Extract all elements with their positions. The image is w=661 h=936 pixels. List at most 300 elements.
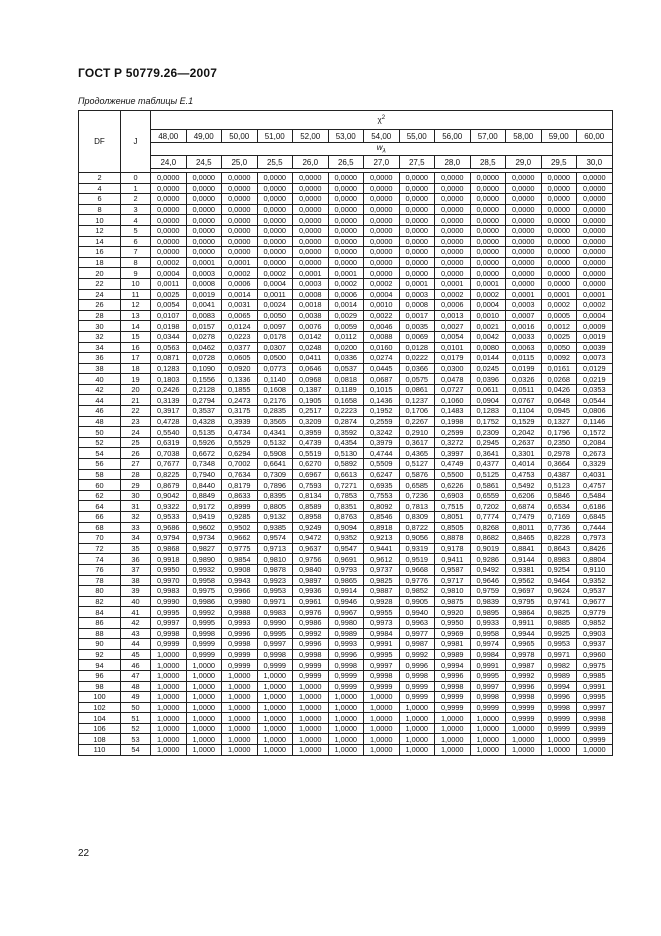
value-cell: 0,9612 xyxy=(364,554,400,565)
df-cell: 104 xyxy=(79,713,121,724)
value-cell: 0,2559 xyxy=(364,416,400,427)
value-cell: 0,6935 xyxy=(364,480,400,491)
value-cell: 0,9574 xyxy=(257,533,293,544)
value-cell: 0,9178 xyxy=(435,543,471,554)
table-row xyxy=(79,681,613,692)
j-cell: 23 xyxy=(121,416,151,427)
value-cell: 0,0000 xyxy=(541,173,577,184)
value-cell: 0,9983 xyxy=(151,586,187,597)
table-row xyxy=(79,617,613,628)
value-cell: 0,0000 xyxy=(435,225,471,236)
value-cell: 0,0004 xyxy=(470,300,506,311)
value-cell: 0,8722 xyxy=(399,522,435,533)
j-cell: 18 xyxy=(121,363,151,374)
table-row xyxy=(79,215,613,226)
value-cell: 1,0000 xyxy=(257,734,293,745)
table-row xyxy=(79,384,613,395)
table-row xyxy=(79,480,613,491)
w-value-header: 29,0 xyxy=(506,156,542,169)
j-cell: 10 xyxy=(121,278,151,289)
value-cell: 1,0000 xyxy=(435,713,471,724)
value-cell: 0,9994 xyxy=(541,681,577,692)
value-cell: 0,8228 xyxy=(541,533,577,544)
df-cell: 72 xyxy=(79,543,121,554)
df-cell: 52 xyxy=(79,437,121,448)
value-cell: 0,1283 xyxy=(470,406,506,417)
value-cell: 0,2910 xyxy=(399,427,435,438)
value-cell: 0,0022 xyxy=(364,310,400,321)
value-cell: 0,6206 xyxy=(506,490,542,501)
chi-value-header: 53,00 xyxy=(328,130,364,143)
df-cell: 66 xyxy=(79,512,121,523)
value-cell: 0,9999 xyxy=(257,660,293,671)
value-cell: 0,0000 xyxy=(151,183,187,194)
value-cell: 0,9999 xyxy=(541,713,577,724)
table-body xyxy=(79,173,613,756)
table-row xyxy=(79,183,613,194)
df-cell: 20 xyxy=(79,268,121,279)
value-cell: 0,0000 xyxy=(577,268,613,279)
value-cell: 0,9810 xyxy=(435,586,471,597)
value-cell: 0,9953 xyxy=(257,586,293,597)
df-cell: 14 xyxy=(79,236,121,247)
value-cell: 0,9970 xyxy=(151,575,187,586)
table-row xyxy=(79,268,613,279)
table-row xyxy=(79,554,613,565)
value-cell: 0,9998 xyxy=(222,639,258,650)
value-cell: 0,9999 xyxy=(435,702,471,713)
value-cell: 0,9285 xyxy=(222,512,258,523)
value-cell: 1,0000 xyxy=(151,660,187,671)
j-cell: 16 xyxy=(121,342,151,353)
value-cell: 0,6585 xyxy=(399,480,435,491)
value-cell: 0,0000 xyxy=(470,257,506,268)
value-cell: 0,9697 xyxy=(506,586,542,597)
value-cell: 0,9793 xyxy=(328,564,364,575)
value-cell: 0,9840 xyxy=(293,564,329,575)
w-value-header: 24,5 xyxy=(186,156,222,169)
value-cell: 0,0033 xyxy=(506,331,542,342)
value-cell: 0,9533 xyxy=(151,512,187,523)
value-cell: 1,0000 xyxy=(364,723,400,734)
value-cell: 0,5509 xyxy=(364,459,400,470)
table-row xyxy=(79,236,613,247)
value-cell: 0,0806 xyxy=(577,406,613,417)
df-cell: 38 xyxy=(79,363,121,374)
j-cell: 26 xyxy=(121,448,151,459)
value-cell: 0,0000 xyxy=(293,225,329,236)
w-value-header: 24,0 xyxy=(151,156,187,169)
value-cell: 0,9997 xyxy=(364,660,400,671)
value-cell: 0,0000 xyxy=(435,204,471,215)
value-cell: 0,0001 xyxy=(435,278,471,289)
value-cell: 1,0000 xyxy=(293,723,329,734)
value-cell: 0,9998 xyxy=(151,628,187,639)
value-cell: 0,9991 xyxy=(364,639,400,650)
value-cell: 0,9492 xyxy=(470,564,506,575)
j-cell: 1 xyxy=(121,183,151,194)
value-cell: 1,0000 xyxy=(186,692,222,703)
value-cell: 0,0000 xyxy=(470,194,506,205)
value-cell: 0,0000 xyxy=(293,194,329,205)
value-cell: 0,0000 xyxy=(222,247,258,258)
value-cell: 0,0069 xyxy=(399,331,435,342)
df-cell: 28 xyxy=(79,310,121,321)
value-cell: 0,0000 xyxy=(577,257,613,268)
header-row-chi xyxy=(79,111,613,130)
value-cell: 0,9980 xyxy=(328,617,364,628)
value-cell: 0,9989 xyxy=(328,628,364,639)
value-cell: 0,3997 xyxy=(435,448,471,459)
df-cell: 34 xyxy=(79,342,121,353)
j-cell: 12 xyxy=(121,300,151,311)
value-cell: 0,0002 xyxy=(151,257,187,268)
value-cell: 0,0006 xyxy=(435,300,471,311)
value-cell: 0,0000 xyxy=(541,225,577,236)
df-cell: 26 xyxy=(79,300,121,311)
value-cell: 0,9998 xyxy=(293,649,329,660)
df-cell: 96 xyxy=(79,670,121,681)
chi-value-header: 48,00 xyxy=(151,130,187,143)
df-cell: 62 xyxy=(79,490,121,501)
value-cell: 0,1189 xyxy=(328,384,364,395)
value-cell: 0,9987 xyxy=(506,660,542,671)
value-cell: 0,0002 xyxy=(577,300,613,311)
j-cell: 8 xyxy=(121,257,151,268)
value-cell: 0,2426 xyxy=(151,384,187,395)
chi-value-header: 57,00 xyxy=(470,130,506,143)
value-cell: 0,9775 xyxy=(222,543,258,554)
table-head xyxy=(79,111,613,173)
value-cell: 1,0000 xyxy=(222,702,258,713)
value-cell: 0,9997 xyxy=(257,639,293,650)
value-cell: 0,0115 xyxy=(506,353,542,364)
value-cell: 0,0007 xyxy=(506,310,542,321)
value-cell: 1,0000 xyxy=(293,745,329,756)
value-cell: 0,9971 xyxy=(541,649,577,660)
value-cell: 0,9993 xyxy=(222,617,258,628)
value-cell: 0,0008 xyxy=(399,300,435,311)
j-cell: 30 xyxy=(121,490,151,501)
value-cell: 0,9547 xyxy=(328,543,364,554)
value-cell: 0,0537 xyxy=(328,363,364,374)
value-cell: 0,9779 xyxy=(577,607,613,618)
value-cell: 0,0000 xyxy=(186,236,222,247)
value-cell: 0,6226 xyxy=(435,480,471,491)
df-cell: 50 xyxy=(79,427,121,438)
value-cell: 0,6294 xyxy=(222,448,258,459)
value-cell: 0,9999 xyxy=(328,670,364,681)
value-cell: 0,0009 xyxy=(577,321,613,332)
chi-value-header: 58,00 xyxy=(506,130,542,143)
df-cell: 100 xyxy=(79,692,121,703)
value-cell: 0,0575 xyxy=(399,374,435,385)
document-header: ГОСТ Р 50779.26—2007 xyxy=(78,66,218,80)
value-cell: 0,0080 xyxy=(470,342,506,353)
value-cell: 0,0014 xyxy=(328,300,364,311)
j-cell: 5 xyxy=(121,225,151,236)
value-cell: 0,9992 xyxy=(399,649,435,660)
value-cell: 0,2176 xyxy=(257,395,293,406)
value-cell: 1,0000 xyxy=(364,702,400,713)
value-cell: 0,9042 xyxy=(151,490,187,501)
value-cell: 0,9995 xyxy=(577,692,613,703)
df-cell: 76 xyxy=(79,564,121,575)
value-cell: 0,0544 xyxy=(577,395,613,406)
value-cell: 0,9991 xyxy=(577,681,613,692)
value-cell: 1,0000 xyxy=(186,723,222,734)
value-cell: 0,0000 xyxy=(186,225,222,236)
value-cell: 0,8440 xyxy=(186,480,222,491)
value-cell: 0,0605 xyxy=(222,353,258,364)
table-row xyxy=(79,300,613,311)
j-cell: 6 xyxy=(121,236,151,247)
value-cell: 0,0005 xyxy=(541,310,577,321)
value-cell: 0,0871 xyxy=(151,353,187,364)
df-cell: 2 xyxy=(79,173,121,184)
value-cell: 1,0000 xyxy=(222,745,258,756)
value-cell: 0,0013 xyxy=(435,310,471,321)
value-cell: 1,0000 xyxy=(399,702,435,713)
value-cell: 0,9776 xyxy=(399,575,435,586)
value-cell: 0,5892 xyxy=(328,459,364,470)
value-cell: 0,0128 xyxy=(399,342,435,353)
value-cell: 1,0000 xyxy=(257,745,293,756)
value-cell: 0,9940 xyxy=(399,607,435,618)
value-cell: 0,5127 xyxy=(399,459,435,470)
value-cell: 0,3242 xyxy=(364,427,400,438)
w-value-header: 26,0 xyxy=(293,156,329,169)
value-cell: 0,9587 xyxy=(435,564,471,575)
value-cell: 0,7736 xyxy=(541,522,577,533)
value-cell: 0,1387 xyxy=(293,384,329,395)
value-cell: 0,9973 xyxy=(364,617,400,628)
value-cell: 0,0076 xyxy=(293,321,329,332)
value-cell: 0,9961 xyxy=(293,596,329,607)
value-cell: 0,0025 xyxy=(151,289,187,300)
value-cell: 0,0000 xyxy=(435,257,471,268)
value-cell: 0,5492 xyxy=(506,480,542,491)
table-row xyxy=(79,204,613,215)
value-cell: 0,0000 xyxy=(186,173,222,184)
value-cell: 0,3537 xyxy=(186,406,222,417)
chi-value-header: 51,00 xyxy=(257,130,293,143)
value-cell: 0,2978 xyxy=(541,448,577,459)
value-cell: 0,0000 xyxy=(364,236,400,247)
value-cell: 0,0000 xyxy=(506,194,542,205)
df-cell: 80 xyxy=(79,586,121,597)
table-row xyxy=(79,564,613,575)
value-cell: 0,9989 xyxy=(435,649,471,660)
value-cell: 0,5125 xyxy=(470,469,506,480)
value-cell: 0,9990 xyxy=(257,617,293,628)
table-row xyxy=(79,692,613,703)
value-cell: 0,9996 xyxy=(541,692,577,703)
value-cell: 1,0000 xyxy=(293,681,329,692)
value-cell: 0,9999 xyxy=(470,702,506,713)
value-cell: 0,0000 xyxy=(328,215,364,226)
value-cell: 0,0000 xyxy=(186,215,222,226)
value-cell: 0,0000 xyxy=(151,236,187,247)
value-cell: 0,8546 xyxy=(364,512,400,523)
value-cell: 0,0019 xyxy=(186,289,222,300)
chi-value-header: 49,00 xyxy=(186,130,222,143)
value-cell: 0,1855 xyxy=(222,384,258,395)
value-cell: 0,9965 xyxy=(506,639,542,650)
value-cell: 0,9928 xyxy=(364,596,400,607)
value-cell: 0,1237 xyxy=(399,395,435,406)
value-cell: 0,9875 xyxy=(435,596,471,607)
chi-symbol: χ xyxy=(377,115,382,125)
value-cell: 0,0000 xyxy=(151,204,187,215)
j-cell: 50 xyxy=(121,702,151,713)
value-cell: 0,0002 xyxy=(257,268,293,279)
value-cell: 0,8011 xyxy=(506,522,542,533)
value-cell: 1,0000 xyxy=(399,713,435,724)
df-cell: 36 xyxy=(79,353,121,364)
value-cell: 0,7553 xyxy=(364,490,400,501)
value-cell: 0,4757 xyxy=(577,480,613,491)
value-cell: 0,0000 xyxy=(293,236,329,247)
value-cell: 0,0004 xyxy=(257,278,293,289)
value-cell: 0,0000 xyxy=(222,225,258,236)
value-cell: 0,9677 xyxy=(577,596,613,607)
value-cell: 0,9887 xyxy=(364,586,400,597)
value-cell: 0,0000 xyxy=(470,204,506,215)
table-row xyxy=(79,363,613,374)
j-cell: 41 xyxy=(121,607,151,618)
value-cell: 0,9988 xyxy=(222,607,258,618)
value-cell: 0,9852 xyxy=(577,617,613,628)
value-cell: 0,0092 xyxy=(541,353,577,364)
chi-exponent: 2 xyxy=(381,115,386,122)
value-cell: 0,9172 xyxy=(186,501,222,512)
value-cell: 0,9110 xyxy=(577,564,613,575)
value-cell: 0,8918 xyxy=(364,522,400,533)
value-cell: 0,9978 xyxy=(506,649,542,660)
value-cell: 0,9937 xyxy=(577,639,613,650)
value-cell: 1,0000 xyxy=(186,745,222,756)
value-cell: 0,9955 xyxy=(364,607,400,618)
value-cell: 0,9911 xyxy=(506,617,542,628)
value-cell: 0,0000 xyxy=(328,183,364,194)
j-cell: 34 xyxy=(121,533,151,544)
value-cell: 0,0001 xyxy=(399,278,435,289)
value-cell: 0,9519 xyxy=(399,554,435,565)
value-cell: 0,6613 xyxy=(328,469,364,480)
value-cell: 0,0003 xyxy=(506,300,542,311)
value-cell: 0,0000 xyxy=(470,215,506,226)
value-cell: 0,0198 xyxy=(151,321,187,332)
value-cell: 0,0000 xyxy=(577,247,613,258)
df-cell: 98 xyxy=(79,681,121,692)
value-cell: 0,9967 xyxy=(328,607,364,618)
value-cell: 1,0000 xyxy=(186,702,222,713)
value-cell: 0,9717 xyxy=(435,575,471,586)
value-cell: 0,0000 xyxy=(435,247,471,258)
value-cell: 0,7169 xyxy=(541,512,577,523)
value-cell: 0,9999 xyxy=(399,692,435,703)
value-cell: 0,4354 xyxy=(328,437,364,448)
value-cell: 0,6270 xyxy=(293,459,329,470)
table-row xyxy=(79,639,613,650)
df-cell: 110 xyxy=(79,745,121,756)
df-cell: 88 xyxy=(79,628,121,639)
value-cell: 0,0000 xyxy=(186,204,222,215)
value-cell: 0,9637 xyxy=(293,543,329,554)
value-cell: 0,2128 xyxy=(186,384,222,395)
value-cell: 0,8679 xyxy=(151,480,187,491)
value-cell: 0,0728 xyxy=(186,353,222,364)
value-cell: 0,9686 xyxy=(151,522,187,533)
value-cell: 1,0000 xyxy=(293,734,329,745)
df-cell: 82 xyxy=(79,596,121,607)
value-cell: 0,8395 xyxy=(257,490,293,501)
df-cell: 46 xyxy=(79,406,121,417)
value-cell: 0,9981 xyxy=(435,639,471,650)
j-cell: 21 xyxy=(121,395,151,406)
value-cell: 0,8763 xyxy=(328,512,364,523)
df-cell: 48 xyxy=(79,416,121,427)
table-row xyxy=(79,416,613,427)
value-cell: 0,0000 xyxy=(399,268,435,279)
value-cell: 0,0008 xyxy=(186,278,222,289)
value-cell: 0,0307 xyxy=(257,342,293,353)
value-cell: 0,8849 xyxy=(186,490,222,501)
value-cell: 0,7202 xyxy=(470,501,506,512)
value-cell: 0,2637 xyxy=(506,437,542,448)
value-cell: 1,0000 xyxy=(222,713,258,724)
j-cell: 45 xyxy=(121,649,151,660)
value-cell: 1,0000 xyxy=(541,745,577,756)
value-cell: 0,9691 xyxy=(328,554,364,565)
value-cell: 0,0000 xyxy=(151,173,187,184)
value-cell: 0,0000 xyxy=(293,257,329,268)
table-row xyxy=(79,225,613,236)
value-cell: 1,0000 xyxy=(470,713,506,724)
value-cell: 0,0000 xyxy=(328,247,364,258)
value-cell: 0,9999 xyxy=(506,713,542,724)
value-cell: 0,0065 xyxy=(222,310,258,321)
value-cell: 1,0000 xyxy=(222,670,258,681)
value-cell: 1,0000 xyxy=(328,702,364,713)
value-cell: 0,0222 xyxy=(399,353,435,364)
value-cell: 1,0000 xyxy=(151,702,187,713)
w-subscript: λ xyxy=(382,147,386,155)
value-cell: 0,0199 xyxy=(506,363,542,374)
value-cell: 0,0002 xyxy=(222,268,258,279)
value-cell: 0,0000 xyxy=(577,194,613,205)
value-cell: 0,6641 xyxy=(257,459,293,470)
j-cell: 9 xyxy=(121,268,151,279)
value-cell: 1,0000 xyxy=(257,713,293,724)
value-cell: 0,8309 xyxy=(399,512,435,523)
value-cell: 0,0000 xyxy=(435,183,471,194)
value-cell: 0,7038 xyxy=(151,448,187,459)
value-cell: 0,0000 xyxy=(470,247,506,258)
value-cell: 0,0000 xyxy=(293,173,329,184)
value-cell: 0,0004 xyxy=(151,268,187,279)
value-cell: 0,0160 xyxy=(364,342,400,353)
value-cell: 0,4014 xyxy=(506,459,542,470)
value-cell: 0,0004 xyxy=(577,310,613,321)
j-cell: 15 xyxy=(121,331,151,342)
df-cell: 58 xyxy=(79,469,121,480)
value-cell: 0,0178 xyxy=(257,331,293,342)
value-cell: 0,0107 xyxy=(151,310,187,321)
value-cell: 0,9999 xyxy=(328,681,364,692)
value-cell: 1,0000 xyxy=(506,723,542,734)
